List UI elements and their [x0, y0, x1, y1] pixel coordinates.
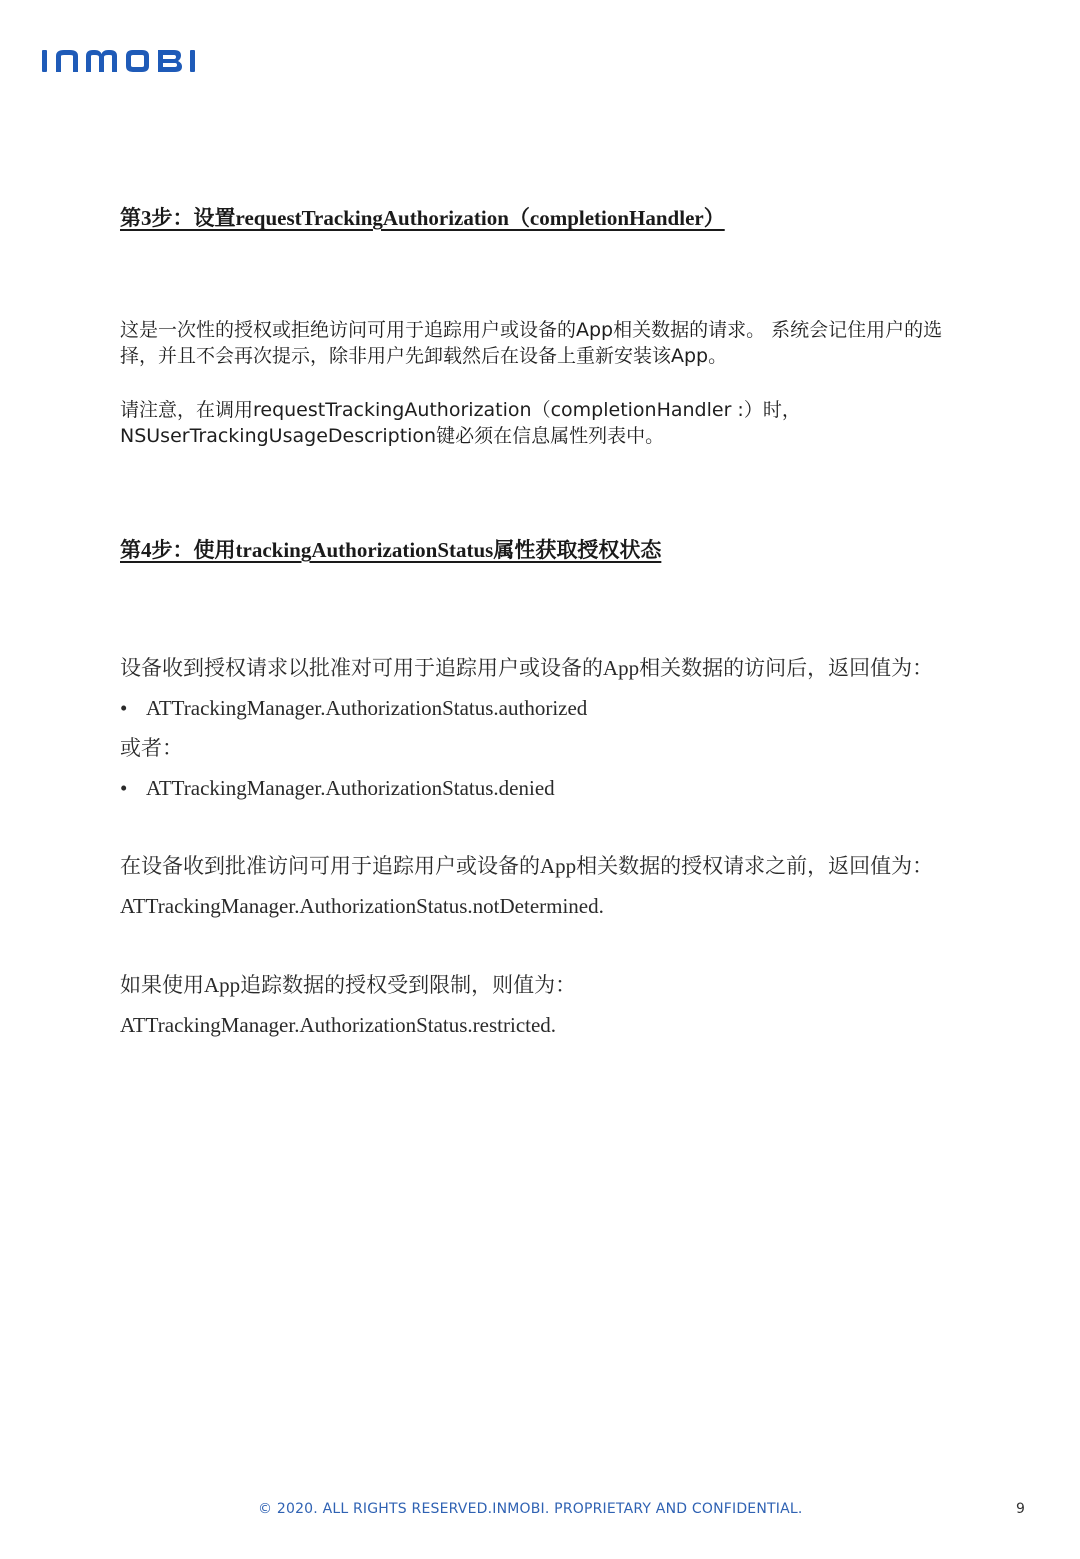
inmobi-logo-icon — [40, 44, 220, 76]
inmobi-logo — [40, 44, 220, 76]
list-item — [120, 774, 555, 802]
step4-restricted-text: 如果使用App追踪数据的授权受到限制，则值为： — [120, 973, 577, 997]
step4-heading: 第4步：使用trackingAuthorizationStatus属性获取授权状态 — [120, 538, 662, 562]
bullet-icon: • — [120, 696, 128, 720]
step3-paragraph-2: 请注意，在调用requestTrackingAuthorization（completionHandler :）时，NSUserTrackingUsageDescription键必须在信息属性列表中。 — [120, 399, 801, 447]
step4-before-value: ATTrackingManager.AuthorizationStatus.notDetermined. — [120, 894, 604, 918]
step3-heading: 第3步：设置requestTrackingAuthorization（completionHandler） — [120, 206, 725, 230]
list-item-text: ATTrackingManager.AuthorizationStatus.authorized — [146, 696, 588, 720]
page-number: 9 — [1016, 1501, 1026, 1517]
list-item-text: ATTrackingManager.AuthorizationStatus.denied — [146, 776, 555, 800]
step4-or-text: 或者： — [120, 736, 183, 760]
step4-before-text: 在设备收到批准访问可用于追踪用户或设备的App相关数据的授权请求之前，返回值为： — [120, 854, 934, 878]
list-item — [120, 694, 587, 722]
step4-intro: 设备收到授权请求以批准对可用于追踪用户或设备的App相关数据的访问后，返回值为： — [120, 656, 934, 680]
step3-paragraph-1: 这是一次性的授权或拒绝访问可用于追踪用户或设备的App相关数据的请求。 系统会记住用户的选择，并且不会再次提示，除非用户先卸载然后在设备上重新安装该App。 — [120, 319, 943, 367]
copyright-text: © 2020. ALL RIGHTS RESERVED.INMOBI. PROPRIETARY AND CONFIDENTIAL. — [258, 1501, 803, 1517]
bullet-icon: • — [120, 776, 128, 800]
step4-restricted-value: ATTrackingManager.AuthorizationStatus.restricted. — [120, 1013, 557, 1037]
